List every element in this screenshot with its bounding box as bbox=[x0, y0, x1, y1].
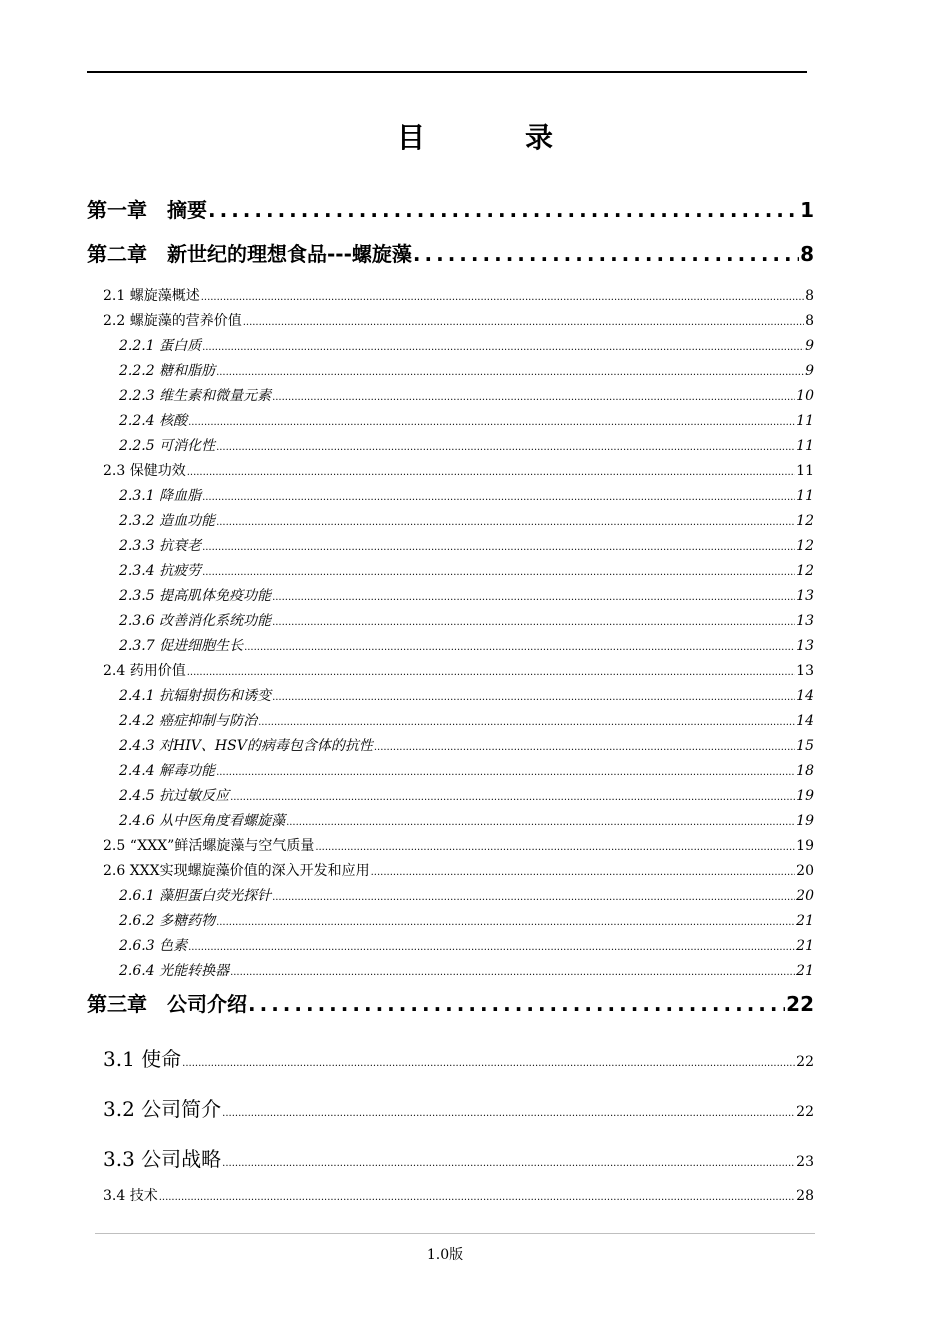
header-rule bbox=[87, 71, 807, 73]
dot-leader bbox=[202, 535, 795, 560]
toc-entry-page-number: 12 bbox=[796, 563, 814, 579]
dot-leader bbox=[374, 735, 795, 760]
toc-entry[interactable] bbox=[87, 1084, 814, 1134]
toc-entry-label: 2.4 药用价值 bbox=[103, 663, 186, 679]
toc-entry[interactable] bbox=[87, 284, 814, 309]
toc-entry-label: 2.3.4 抗疲劳 bbox=[119, 563, 202, 579]
toc-entry[interactable] bbox=[87, 459, 814, 484]
dot-leader bbox=[230, 785, 795, 810]
toc-entry[interactable] bbox=[87, 959, 814, 984]
toc-entry-label: 2.4.3 对HIV、HSV的病毒包含体的抗性 bbox=[119, 738, 373, 754]
toc-entry[interactable] bbox=[87, 384, 814, 409]
toc-entry-label: 3.1 使命 bbox=[103, 1047, 182, 1071]
dot-leader bbox=[216, 360, 804, 385]
toc-entry-page-number: 21 bbox=[796, 913, 814, 929]
toc-entry[interactable] bbox=[87, 190, 814, 234]
toc-entry-page-number: 20 bbox=[796, 863, 814, 879]
dot-leader bbox=[371, 860, 796, 885]
toc-entry-label: 3.2 公司简介 bbox=[103, 1097, 222, 1121]
toc-entry-page-number: 10 bbox=[796, 388, 814, 404]
footer-version: 1.0版 bbox=[426, 1247, 464, 1263]
toc-entry[interactable] bbox=[87, 784, 814, 809]
dot-leader bbox=[208, 190, 799, 230]
toc-entry-page-number: 12 bbox=[796, 513, 814, 529]
toc-entry[interactable] bbox=[87, 509, 814, 534]
toc-entry[interactable] bbox=[87, 659, 814, 684]
toc-entry-page-number: 22 bbox=[796, 1104, 814, 1120]
toc-entry-label: 2.4.6 从中医角度看螺旋藻 bbox=[119, 813, 286, 829]
toc-entry-label: 3.4 技术 bbox=[103, 1188, 158, 1204]
toc-entry-label: 第二章 新世纪的理想食品---螺旋藻 bbox=[87, 242, 412, 266]
dot-leader bbox=[272, 685, 795, 710]
toc-entry-label: 2.3 保健功效 bbox=[103, 463, 186, 479]
toc-entry-page-number: 28 bbox=[796, 1188, 814, 1204]
toc-entry-label: 第三章 公司介绍 bbox=[87, 992, 247, 1016]
toc-entry-label: 2.2 螺旋藻的营养价值 bbox=[103, 313, 242, 329]
toc-entry-label: 2.4.2 癌症抑制与防治 bbox=[119, 713, 258, 729]
toc-entry[interactable] bbox=[87, 684, 814, 709]
toc-entry[interactable] bbox=[87, 309, 814, 334]
dot-leader bbox=[216, 510, 795, 535]
toc-entry-label: 2.4.5 抗过敏反应 bbox=[119, 788, 230, 804]
footer-rule bbox=[95, 1233, 815, 1234]
toc-entry-page-number: 13 bbox=[796, 638, 814, 654]
dot-leader bbox=[258, 710, 795, 735]
toc-entry[interactable] bbox=[87, 1134, 814, 1184]
toc-entry-label: 2.4.4 解毒功能 bbox=[119, 763, 216, 779]
toc-entry[interactable] bbox=[87, 734, 814, 759]
dot-leader bbox=[244, 635, 795, 660]
dot-leader bbox=[216, 910, 795, 935]
toc-entry[interactable] bbox=[87, 534, 814, 559]
dot-leader bbox=[248, 984, 785, 1024]
toc-entry-label: 2.6.4 光能转换器 bbox=[119, 963, 230, 979]
toc-entry-page-number: 21 bbox=[796, 963, 814, 979]
toc-entry[interactable] bbox=[87, 984, 814, 1034]
dot-leader bbox=[202, 485, 795, 510]
toc-entry-label: 2.2.3 维生素和微量元素 bbox=[119, 388, 272, 404]
toc-entry[interactable] bbox=[87, 434, 814, 459]
toc-entry-page-number: 11 bbox=[796, 413, 814, 429]
toc-entry-label: 2.3.7 促进细胞生长 bbox=[119, 638, 244, 654]
table-of-contents bbox=[87, 190, 814, 1209]
dot-leader bbox=[202, 560, 795, 585]
dot-leader bbox=[243, 310, 804, 335]
dot-leader bbox=[230, 960, 795, 985]
toc-entry-page-number: 18 bbox=[796, 763, 814, 779]
toc-entry-label: 2.3.5 提高肌体免疫功能 bbox=[119, 588, 272, 604]
toc-entry-page-number: 11 bbox=[796, 463, 814, 479]
toc-entry-page-number: 19 bbox=[796, 813, 814, 829]
toc-entry[interactable] bbox=[87, 409, 814, 434]
toc-entry-page-number: 19 bbox=[796, 788, 814, 804]
dot-leader bbox=[159, 1185, 795, 1210]
toc-entry-page-number: 14 bbox=[796, 688, 814, 704]
toc-entry-page-number: 9 bbox=[805, 363, 814, 379]
dot-leader bbox=[286, 810, 795, 835]
toc-entry[interactable] bbox=[87, 1034, 814, 1084]
toc-entry-label: 第一章 摘要 bbox=[87, 198, 207, 222]
dot-leader bbox=[272, 585, 795, 610]
toc-entry[interactable] bbox=[87, 359, 814, 384]
dot-leader bbox=[216, 760, 795, 785]
toc-entry-label: 2.2.1 蛋白质 bbox=[119, 338, 202, 354]
toc-entry[interactable] bbox=[87, 334, 814, 359]
toc-entry-label: 2.6.1 藻胆蛋白荧光探针 bbox=[119, 888, 272, 904]
toc-entry-page-number: 12 bbox=[796, 538, 814, 554]
dot-leader bbox=[201, 285, 804, 310]
dot-leader bbox=[188, 935, 795, 960]
toc-entry-page-number: 1 bbox=[800, 198, 814, 222]
dot-leader bbox=[187, 460, 795, 485]
toc-entry[interactable] bbox=[87, 759, 814, 784]
toc-entry[interactable] bbox=[87, 709, 814, 734]
toc-entry[interactable] bbox=[87, 834, 814, 859]
toc-entry-page-number: 15 bbox=[796, 738, 814, 754]
toc-entry[interactable] bbox=[87, 809, 814, 834]
toc-entry-page-number: 20 bbox=[796, 888, 814, 904]
toc-entry-label: 2.5 “XXX”鲜活螺旋藻与空气质量 bbox=[103, 838, 315, 854]
toc-title: 目 录 bbox=[396, 121, 589, 154]
toc-entry-page-number: 11 bbox=[796, 438, 814, 454]
toc-entry[interactable] bbox=[87, 584, 814, 609]
dot-leader bbox=[202, 335, 804, 360]
toc-entry-page-number: 9 bbox=[805, 338, 814, 354]
toc-entry[interactable] bbox=[87, 484, 814, 509]
toc-entry[interactable] bbox=[87, 234, 814, 284]
toc-entry-label: 2.3.3 抗衰老 bbox=[119, 538, 202, 554]
toc-entry-label: 2.6.3 色素 bbox=[119, 938, 188, 954]
toc-entry-label: 2.6.2 多糖药物 bbox=[119, 913, 216, 929]
toc-entry[interactable] bbox=[87, 559, 814, 584]
dot-leader bbox=[216, 435, 795, 460]
toc-entry-label: 2.2.2 糖和脂肪 bbox=[119, 363, 216, 379]
dot-leader bbox=[182, 1039, 795, 1089]
toc-entry[interactable] bbox=[87, 609, 814, 634]
toc-entry-page-number: 13 bbox=[796, 613, 814, 629]
toc-entry-label: 3.3 公司战略 bbox=[103, 1147, 222, 1171]
toc-entry[interactable] bbox=[87, 634, 814, 659]
toc-entry-page-number: 22 bbox=[786, 992, 814, 1016]
toc-entry-page-number: 23 bbox=[796, 1154, 814, 1170]
toc-entry-page-number: 8 bbox=[805, 313, 814, 329]
toc-entry[interactable] bbox=[87, 884, 814, 909]
toc-entry-page-number: 14 bbox=[796, 713, 814, 729]
dot-leader bbox=[315, 835, 795, 860]
dot-leader bbox=[222, 1139, 795, 1189]
toc-entry-page-number: 11 bbox=[796, 488, 814, 504]
toc-entry[interactable] bbox=[87, 1184, 814, 1209]
dot-leader bbox=[187, 660, 795, 685]
dot-leader bbox=[272, 885, 795, 910]
dot-leader bbox=[188, 410, 795, 435]
toc-entry-label: 2.3.6 改善消化系统功能 bbox=[119, 613, 272, 629]
dot-leader bbox=[272, 610, 795, 635]
toc-entry-label: 2.4.1 抗辐射损伤和诱变 bbox=[119, 688, 272, 704]
toc-entry-label: 2.3.2 造血功能 bbox=[119, 513, 216, 529]
toc-entry-page-number: 22 bbox=[796, 1054, 814, 1070]
dot-leader bbox=[222, 1089, 795, 1139]
toc-entry[interactable] bbox=[87, 934, 814, 959]
toc-entry[interactable] bbox=[87, 909, 814, 934]
toc-entry-page-number: 8 bbox=[805, 288, 814, 304]
toc-entry-label: 2.3.1 降血脂 bbox=[119, 488, 202, 504]
toc-entry-label: 2.2.5 可消化性 bbox=[119, 438, 216, 454]
toc-entry-page-number: 13 bbox=[796, 588, 814, 604]
toc-entry-page-number: 8 bbox=[800, 242, 814, 266]
dot-leader bbox=[413, 234, 799, 274]
toc-entry-page-number: 21 bbox=[796, 938, 814, 954]
toc-entry[interactable] bbox=[87, 859, 814, 884]
dot-leader bbox=[272, 385, 795, 410]
toc-entry-label: 2.1 螺旋藻概述 bbox=[103, 288, 200, 304]
toc-entry-label: 2.2.4 核酸 bbox=[119, 413, 188, 429]
toc-entry-page-number: 13 bbox=[796, 663, 814, 679]
toc-entry-label: 2.6 XXX实现螺旋藻价值的深入开发和应用 bbox=[103, 863, 370, 879]
toc-entry-page-number: 19 bbox=[796, 838, 814, 854]
